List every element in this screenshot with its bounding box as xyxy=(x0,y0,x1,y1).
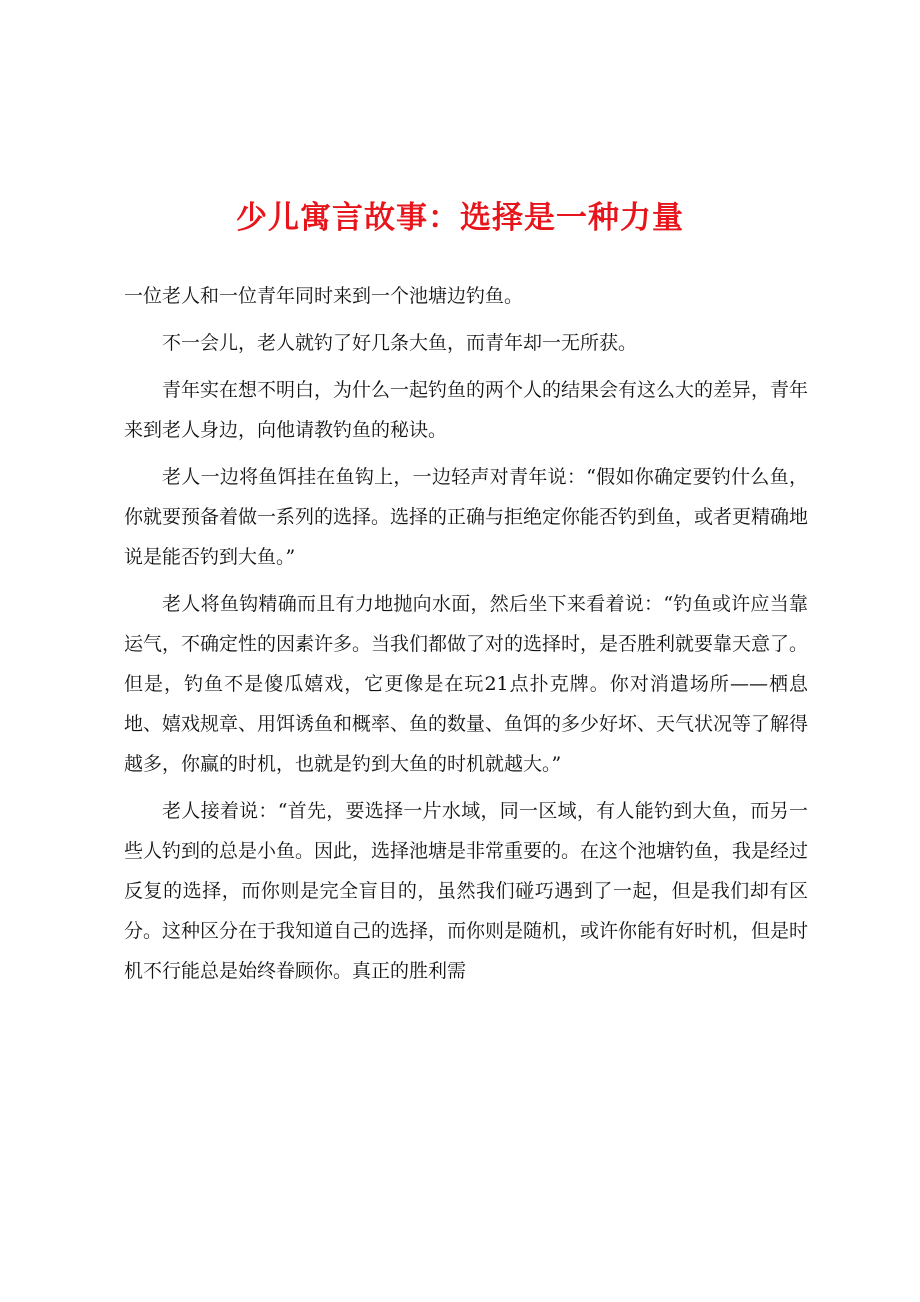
paragraph: 青年实在想不明白，为什么一起钓鱼的两个人的结果会有这么大的差异，青年来到老人身边，向他请教钓鱼的秘诀。 xyxy=(124,379,809,441)
paragraph: 老人将鱼钩精确而且有力地抛向水面，然后坐下来看着说：“钓鱼或许应当靠运气，不确定性的因素许多。当我们都做了对的选择时，是否胜利就要靠天意了。但是，钓鱼不是傻瓜嬉戏，它更像是在玩21点扑克牌。你对消遣场所——栖息地、嬉戏规章、用饵诱鱼和概率、鱼的数量、鱼饵的多少好坏、天气状况等了解得越多，你赢的时机，也就是钓到大鱼的时机就越大。” xyxy=(124,593,809,775)
paragraph: 老人接着说：“首先，要选择一片水域，同一区域，有人能钓到大鱼，而另一些人钓到的总是小鱼。因此，选择池塘是非常重要的。在这个池塘钓鱼，我是经过反复的选择，而你则是完全盲目的，虽然我们碰巧遇到了一起，但是我们却有区分。这种区分在于我知道自己的选择，而你则是随机，或许你能有好时机，但是时机不行能总是始终眷顾你。真正的胜利需 xyxy=(124,800,809,982)
paragraph: 老人一边将鱼饵挂在鱼钩上，一边轻声对青年说：“假如你确定要钓什么鱼，你就要预备着做一系列的选择。选择的正确与拒绝定你能否钓到鱼，或者更精确地说是能否钓到大鱼。” xyxy=(124,466,809,568)
paragraph: 不一会儿，老人就钓了好几条大鱼，而青年却一无所获。 xyxy=(162,332,638,354)
document-title: 少儿寓言故事：选择是一种力量 xyxy=(236,200,684,236)
document-body xyxy=(124,276,808,998)
paragraph: 一位老人和一位青年同时来到一个池塘边钓鱼。 xyxy=(124,285,524,307)
